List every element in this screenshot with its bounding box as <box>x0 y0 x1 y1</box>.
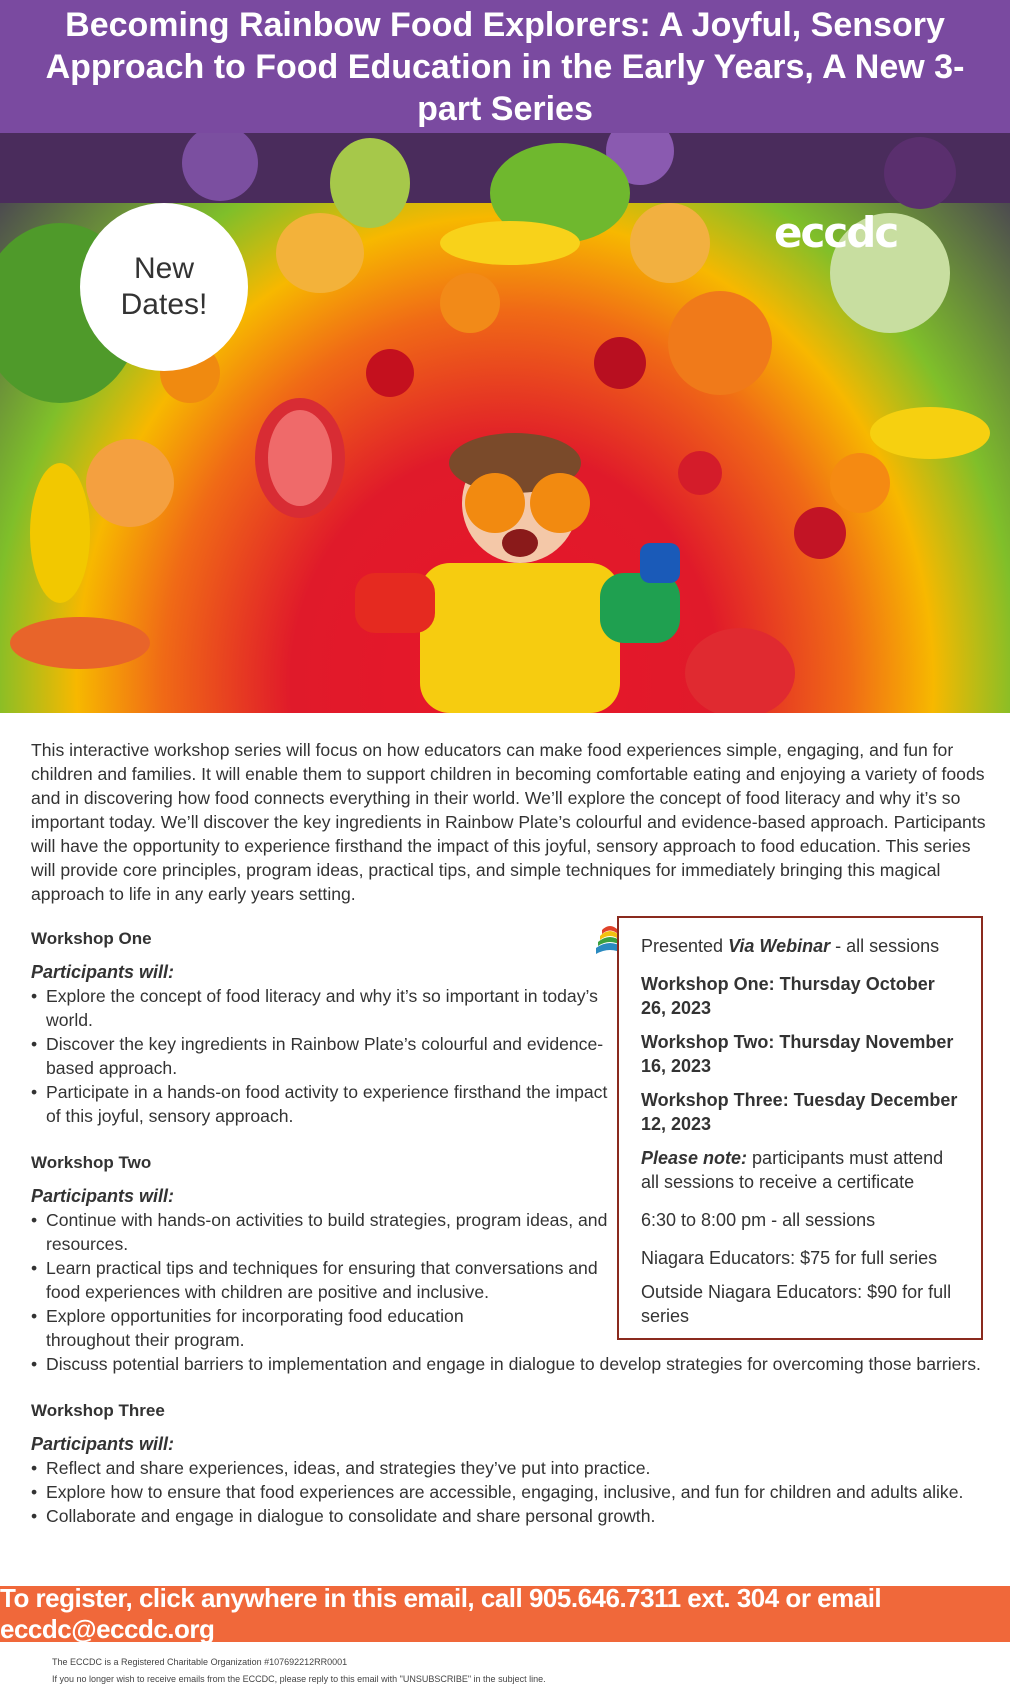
list-item: • Discuss potential barriers to implementation and engage in dialogue to develop strategies for overcoming those barriers. <box>31 1352 986 1376</box>
workshop-title: Workshop Two <box>31 1153 152 1172</box>
list-item: • Participate in a hands-on food activity to experience firsthand the impact of this joyful, sensory approach. <box>31 1080 611 1128</box>
presented-via: Via Webinar <box>728 936 831 956</box>
workshop-title: Workshop One <box>31 929 152 948</box>
page-title: Becoming Rainbow Food Explorers: A Joyful, Sensory Approach to Food Education in the Early Years, A New 3-part Series <box>45 5 965 128</box>
workshop-subtitle: Participants will: <box>31 1186 175 1206</box>
workshop-subtitle: Participants will: <box>31 1434 175 1454</box>
workshop-two-date: Workshop Two: Thursday November 16, 2023 <box>641 1032 954 1076</box>
list-item: • Explore opportunities for incorporating food education throughout their program. <box>31 1304 506 1352</box>
register-banner[interactable]: To register, click anywhere in this email, call 905.646.7311 ext. 304 or email eccdc@eccdc.org <box>0 1586 1010 1642</box>
footer <box>52 1654 952 1688</box>
workshop-bullets-wide <box>31 1352 981 1376</box>
footer-charity-line: The ECCDC is a Registered Charitable Organization #107692212RR0001 <box>52 1657 348 1667</box>
presented-prefix: Presented <box>641 936 729 956</box>
header-banner <box>0 0 1010 133</box>
hero-image[interactable] <box>0 133 1010 713</box>
list-item: • Collaborate and engage in dialogue to consolidate and share personal growth. <box>31 1504 986 1528</box>
list-item: • Discover the key ingredients in Rainbow Plate’s colourful and evidence-based approach. <box>31 1032 611 1080</box>
presented-suffix: - all sessions <box>830 936 940 956</box>
presented-line <box>641 934 959 958</box>
workshop-bullets <box>31 1208 611 1352</box>
list-item: • Explore how to ensure that food experiences are accessible, engaging, inclusive, and fun for children and adults alike. <box>31 1480 986 1504</box>
footer-unsubscribe-line: If you no longer wish to receive emails from the ECCDC, please reply to this email with "UNSUBSCRIBE" in the subject line. <box>52 1674 546 1684</box>
workshop-title: Workshop Three <box>31 1401 165 1420</box>
session-time: 6:30 to 8:00 pm - all sessions <box>641 1210 876 1230</box>
note-label: Please note: <box>641 1148 748 1168</box>
eccdc-logo: eccdc <box>774 208 898 257</box>
workshop-one-date: Workshop One: Thursday October 26, 2023 <box>641 974 935 1018</box>
session-info-box <box>617 916 983 1340</box>
list-item: • Learn practical tips and techniques for ensuring that conversations and food experiences with children are positive and inclusive. <box>31 1256 611 1304</box>
workshop-three-date: Workshop Three: Tuesday December 12, 2023 <box>641 1090 958 1134</box>
list-item: • Continue with hands-on activities to build strategies, program ideas, and resources. <box>31 1208 611 1256</box>
certificate-note <box>641 1146 959 1194</box>
price-outside: Outside Niagara Educators: $90 for full series <box>641 1282 952 1326</box>
workshop-bullets <box>31 984 611 1128</box>
workshop-three <box>31 1400 964 1528</box>
price-niagara: Niagara Educators: $75 for full series <box>641 1248 938 1268</box>
workshop-subtitle: Participants will: <box>31 962 175 982</box>
new-dates-badge: New Dates! <box>80 203 248 371</box>
note-text: participants must attend all sessions to receive a certificate <box>641 1148 944 1192</box>
workshop-bullets <box>31 1456 964 1528</box>
list-item: • Reflect and share experiences, ideas, and strategies they’ve put into practice. <box>31 1456 986 1480</box>
list-item: • Explore the concept of food literacy and why it’s so important in today’s world. <box>31 984 611 1032</box>
intro-paragraph: This interactive workshop series will focus on how educators can make food experiences simple, engaging, and fun for children and families. It will enable them to support children in becoming comfortable eating and enjoying a variety of foods and in discovering how food connects everything in their world. We’ll explore the concept of food literacy and why it’s so important today. We’ll discover the key ingredients in Rainbow Plate’s colourful and evidence-based approach. Participants will have the opportunity to experience firsthand the impact of this joyful, sensory approach to food education. This series will provide core principles, program ideas, practical tips, and simple techniques for immediately bringing this magical approach to life in any early years setting. <box>31 740 986 904</box>
workshop-one <box>31 928 611 1128</box>
